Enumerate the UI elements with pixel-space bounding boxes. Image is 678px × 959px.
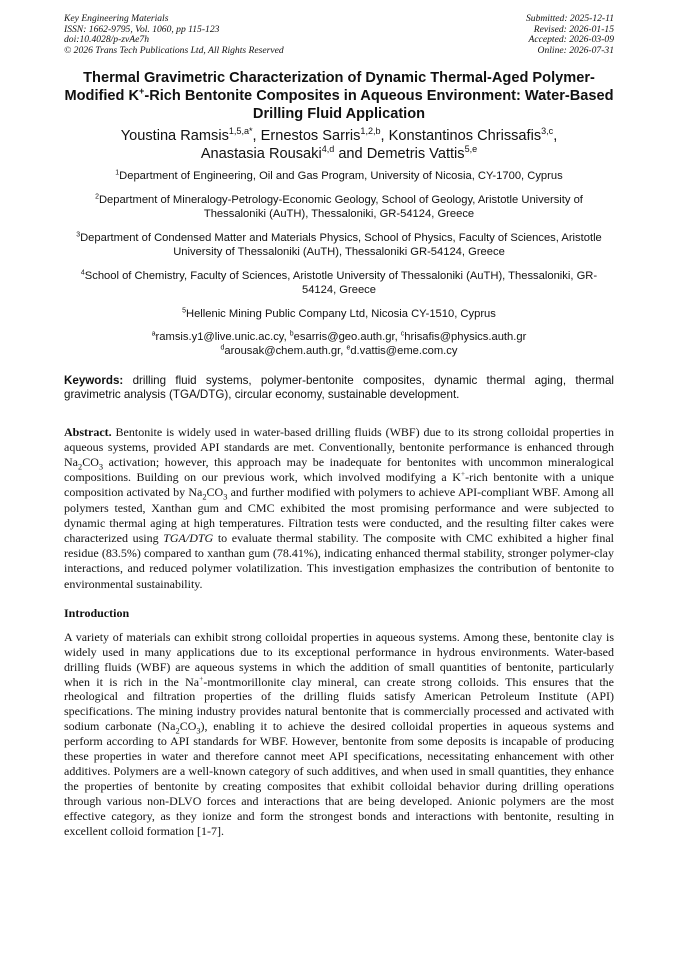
author-affil-marker: 1,2,b [360, 126, 381, 137]
superscript: + [199, 673, 204, 683]
subscript: 2 [175, 726, 180, 736]
intro-text: A variety of materials can exhibit strong colloidal properties in aqueous systems. Among these, bentonite clay is widely used in many applications due to its exceptional performance in hydrous environments. Water-based drilling fluids (WBF) are aqueous systems in which the addition of small quantities of bentonite, particularly when it is rich in the Na [64, 629, 614, 689]
subscript: 3 [196, 726, 201, 736]
abstract [64, 425, 614, 592]
author-name: Demetris Vattis [366, 146, 465, 163]
affiliation-marker: 4 [80, 269, 85, 277]
dates-info [526, 14, 614, 56]
affiliations [64, 169, 614, 358]
author-separator: , [252, 128, 261, 145]
intro-text: CO [179, 719, 197, 734]
author-list [64, 127, 614, 163]
revised-date: Revised: 2026-01-15 [533, 23, 614, 35]
issn-line: ISSN: 1662-9795, Vol. 1060, pp 115-123 [64, 23, 220, 35]
abstract-text: CO [206, 485, 224, 500]
author-affil-marker: 1,5,a* [228, 126, 253, 137]
title-superscript: + [139, 86, 145, 97]
intro-text: ), enabling it to achieve the desired colloidal properties in aqueous systems and perform according to API standards for WBF. However, bentonite from some deposits is incapable of producing these properties in water and therefore cannot meet API specifications, necessitating enhancement with other additives. Polymers are a well-known category of such additives, and when used in small quantities, they enhance the properties of bentonite by creating composites that exhibit colloidal behavior during drilling operations through various non-DLVO forces and interactions that are being developed. Anionic polymers are the most effective category, as they ionize and form the strongest bonds and interactions with bentonite, resulting in excellent colloid formation [1-7]. [64, 719, 614, 838]
abstract-text: -rich bentonite with a unique composition activated by Na [64, 470, 614, 500]
email-link[interactable]: d.vattis@eme.com.cy [350, 345, 458, 358]
email-link[interactable]: ramsis.y1@live.unic.ac.cy [155, 331, 284, 344]
email-marker: d [220, 344, 225, 352]
email-link[interactable]: hrisafis@physics.auth.gr [404, 331, 527, 344]
email-marker: a [151, 330, 156, 338]
keywords-text: drilling fluid systems, polymer-bentonite composites, dynamic thermal aging, thermal gravimetric analysis (TGA/DTG), circular economy, sustainable development. [64, 374, 614, 402]
doi: doi:10.4028/p-zvAe7h [64, 34, 149, 46]
accepted-date: Accepted: 2026-03-09 [528, 34, 614, 46]
email-marker: e [346, 344, 351, 352]
author-separator: , [380, 128, 389, 145]
affiliation-marker: 2 [95, 193, 99, 201]
email-separator: , [394, 331, 401, 344]
abstract-text: Bentonite is widely used in water-based drilling fluids (WBF) due to its strong colloidal properties in aqueous systems, provided API standards are met. Conventionally, bentonite performance is enhanced through Na [64, 424, 614, 469]
author-separator: and [334, 146, 367, 163]
journal-info [64, 14, 284, 56]
affiliation [64, 231, 614, 259]
affiliation-text: Department of Mineralogy-Petrology-Economic Geology, School of Geology, Aristotle University of Thessaloniki (AuTH), Thessaloniki, GR-54124, Greece [98, 194, 583, 221]
author-affil-marker: 4,d [321, 144, 335, 155]
affiliation-text: Department of Engineering, Oil and Gas Program, University of Nicosia, CY-1700, Cyprus [119, 170, 563, 183]
email-marker: b [289, 330, 294, 338]
author-separator: , [553, 128, 558, 145]
email-link[interactable]: esarris@geo.auth.gr [293, 331, 395, 344]
online-date: Online: 2026-07-31 [537, 44, 614, 56]
abstract-text: activation; however, this approach may be inadequate for bentonites with uncommon mineralogical compositions. Building on our previous work, which involved modifying a K [64, 454, 614, 485]
subscript: 2 [202, 492, 207, 502]
affiliation-text: Department of Condensed Matter and Materials Physics, School of Physics, Faculty of Sciences, Aristotle University of Thessaloniki (AuTH), Thessaloniki GR-54124, Greece [80, 232, 602, 259]
keywords-label: Keywords: [64, 374, 124, 388]
author-affil-marker: 3,c [541, 126, 554, 137]
email-link[interactable]: arousak@chem.auth.gr [224, 345, 341, 358]
copyright: © 2026 Trans Tech Publications Ltd, All Rights Reserved [64, 44, 284, 56]
author [121, 128, 261, 144]
affiliation [64, 193, 614, 221]
author-name: Anastasia Rousaki [200, 146, 322, 163]
author-affil-marker: 5,e [464, 144, 478, 155]
affiliation-text: Hellenic Mining Public Company Ltd, Nicosia CY-1510, Cyprus [185, 308, 496, 321]
title-part-1: Thermal Gravimetric Characterization of Dynamic Thermal-Aged Polymer-Modified K [64, 70, 595, 104]
title-part-2: -Rich Bentonite Composites in Aqueous Environment: Water-Based Drilling Fluid Application [144, 87, 614, 122]
abstract-italic-term: TGA/DTG [163, 530, 214, 545]
author-name: Konstantinos Chrissafis [388, 128, 542, 145]
affiliation [64, 307, 614, 321]
abstract-text: to evaluate thermal stability. The composite with CMC exhibited a higher final residue (83.5%) compared to xanthan gum (78.41%), indicating enhanced thermal stability, stronger polymer-clay interactions, and reduced polymer volatilization. This investigation emphasizes the contribution of bentonite to environmental sustainability. [64, 530, 614, 591]
journal-name: Key Engineering Materials [64, 13, 169, 24]
introduction-paragraph [64, 630, 614, 839]
subscript: 2 [78, 462, 83, 472]
subscript: 3 [98, 462, 104, 472]
section-heading: Introduction [64, 605, 130, 620]
affiliation-marker: 1 [115, 169, 120, 177]
keywords [64, 374, 614, 402]
author [389, 128, 558, 144]
intro-text: -montmorillonite clay mineral, can create strong colloids. This ensures that the rheological and filtration properties of the drilling fluids satisfy American Petroleum Institute (API) specifications. The mining industry provides natural bentonite that is commercially processed and activated with sodium carbonate (Na [64, 674, 615, 734]
abstract-text: CO [82, 454, 99, 469]
author-name: Ernestos Sarris [260, 128, 361, 145]
paper-title [64, 70, 614, 123]
author-emails [64, 330, 614, 358]
author [261, 128, 389, 144]
header-metadata [64, 14, 614, 56]
affiliation [64, 269, 614, 297]
affiliation-marker: 3 [76, 231, 81, 239]
affiliation [64, 169, 614, 183]
superscript: + [460, 469, 466, 479]
email-marker: c [400, 330, 405, 338]
author [367, 146, 477, 162]
email-separator: , [283, 331, 290, 344]
submitted-date: Submitted: 2025-12-11 [525, 13, 614, 24]
author-name: Youstina Ramsis [120, 128, 229, 145]
affiliation-marker: 5 [182, 307, 186, 315]
author [201, 146, 367, 162]
abstract-text: and further modified with polymers to achieve API-compliant WBF. Among all polymers tested, Xanthan gum and CMC exhibited the most promising performance and were subjected to dynamic thermal aging at high temperatures. Filtration tests were conducted, and the resulting filter cakes were characterized using [64, 485, 614, 545]
email-separator: , [340, 345, 347, 358]
affiliation-text: School of Chemistry, Faculty of Sciences, Aristotle University of Thessaloniki (AuTH), Thessaloniki, GR-54124, Greece [84, 270, 598, 297]
subscript: 3 [223, 492, 228, 502]
abstract-label: Abstract. [64, 424, 112, 439]
